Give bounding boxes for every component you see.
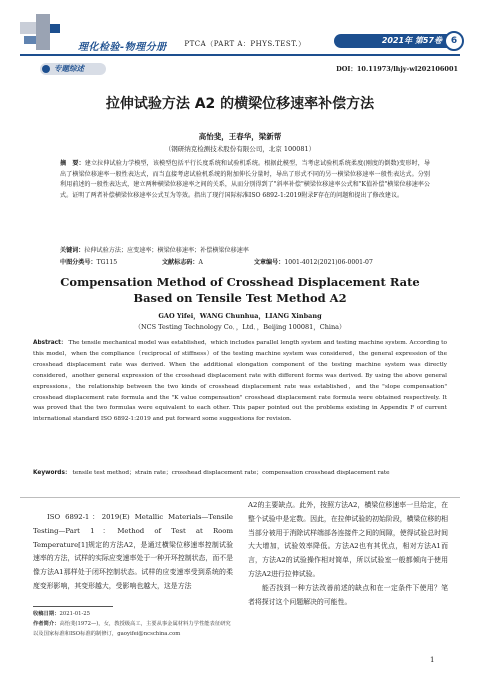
issue-number: 6 xyxy=(444,31,464,51)
keywords-en-label: Keywords： xyxy=(33,470,71,476)
article-no-value: 1001-4012(2021)06-0001-07 xyxy=(284,259,373,266)
abstract-en-label: Abstract： xyxy=(33,340,67,346)
header-rule xyxy=(20,54,460,56)
keywords-cn-text: 拉伸试验方法；应变速率；横梁位移速率；补偿横梁位移速率 xyxy=(84,247,249,254)
title-cn: 拉伸试验方法 A2 的横梁位移速率补偿方法 xyxy=(105,96,375,112)
doi: DOI：10.11973/lhjy-wl202106001 xyxy=(336,65,458,73)
doc-code-value: A xyxy=(198,259,203,266)
bullet-icon xyxy=(42,65,50,73)
author-bio-label: 作者简介： xyxy=(33,621,60,627)
abstract-cn-text: 建立拉伸试验力学模型，该模型包括平行长度系统和试验机系统。根据此模型，当考虑试验机系统柔度(刚度的倒数)变形时，导出了横梁位移速率一般性表达式，而当直接考虑试验机系统的附加伸长分量时，导出了形式不同的另一横梁位移速率一般性表达式。分别利用前述的一般性表达式，建立两种横梁位移速率之间的关系，从而分别得到了"斜率补偿"横梁位移速率公式和"K值补偿"横梁位移速率公式。证明了两者补偿横梁位移速率公式互为等效。指出了现行国际标准ISO 6892-1:2019附录F存在的问题和提出了修改建议。 xyxy=(60,160,430,199)
body-paragraph: ISO 6892-1：2019(E) Metallic Materials—Tensile Testing—Part 1：Method of Test at Room Temperature[1]规定的方法A2，是通过横梁位移速率控制试验速率的方法，试样的实际应变速率处于一种开环控制状态，而不是像方法A1那样处于闭环控制状态。试样的应变速率受到系统的柔度变形影响，其变形越大，受影响也越大，这是方法 xyxy=(33,513,233,590)
journal-logo xyxy=(20,14,72,50)
received-date: 2021-01-25 xyxy=(59,611,91,617)
doc-code-label: 文献标志码： xyxy=(161,259,199,266)
keywords-cn xyxy=(60,245,430,254)
body-paragraph: 能否找到一种方法改善前述的缺点和在一定条件下使用？笔者将探讨这个问题解决的可能性。 xyxy=(248,583,448,606)
column-badge-label: 专题综述 xyxy=(54,64,84,73)
page-number: 1 xyxy=(430,656,435,664)
keywords-en xyxy=(33,468,447,479)
issue-badge: 2021年 第57卷 xyxy=(334,34,460,48)
clc-label: 中图分类号： xyxy=(60,259,97,266)
abstract-cn-label: 摘 要： xyxy=(60,160,85,167)
classification-row xyxy=(60,257,430,266)
authors-en: GAO Yifei，WANG Chunhua，LIANG Xinbang xyxy=(158,312,322,320)
author-bio: 高怡斐(1972—)，女，教授级高工，主要从事金属材料力学性能表征研究以及国家标准和ISO标准的制修订，gaoyifei@ncschina.com xyxy=(33,621,231,637)
authors-cn: 高怡斐，王春华，梁新帮 xyxy=(198,132,282,141)
footnote-rule xyxy=(33,606,113,607)
affiliation-cn: （钢研纳克检测技术股份有限公司，北京 100081） xyxy=(164,145,316,153)
body-paragraph: A2的主要缺点。此外，按照方法A2，横梁位移速率一旦给定，在整个试验中是定数。因此，在拉伸试验的初始阶段，横梁位移的相当部分被用于消除试样端部各连接件之间的间隙，使得试验总时间大大增加，试验效率降低。方法A2也有其优点，相对方法A1而言，方法A2的试验操作相对简单，所以试验室一般都倾向于使用方法A2进行拉伸试验。 xyxy=(248,501,448,578)
article-no-label: 文章编号： xyxy=(253,259,285,266)
journal-title-en: PTCA（PART A：PHYS.TEST.） xyxy=(184,40,306,48)
received-label: 收稿日期： xyxy=(33,611,60,617)
clc-value: TG115 xyxy=(96,259,118,266)
footnote xyxy=(33,609,233,639)
body-column-right xyxy=(248,499,448,609)
keywords-cn-label: 关键词： xyxy=(60,247,85,254)
journal-title-cn: 理化检验-物理分册 xyxy=(78,42,167,53)
abstract-cn xyxy=(60,159,430,201)
affiliation-en: （NCS Testing Technology Co．，Ltd．，Beijing 100081，China） xyxy=(134,323,346,331)
body-column-left xyxy=(33,511,233,594)
abstract-en-text: The tensile mechanical model was established，which includes parallel length system and testing machine system. According to this model，when the compliance（reciprocal of stiffness）of the testing machine system was considered，the general expression of the crosshead displacement rate was derived. When the additional elongation component of the testing machine system was directly considered，another general expression of the crosshead displacement rate with different forms was derived. By using the above general expressions，the relationship between the two kinds of crosshead displacement rate was established，and the "slope compensation" crosshead displacement rate formula and the "K value compensation" crosshead displacement rate formula were obtained respectively. It was proved that the two formulas were equivalent to each other. This paper pointed out the problems existing in Appendix F of current international standard ISO 6892-1:2019 and put forward some suggestions for revision. xyxy=(33,340,448,423)
section-divider xyxy=(20,497,460,498)
keywords-en-text: tensile test method；strain rate；crosshead displacement rate；compensation crosshead displacement rate xyxy=(72,470,390,476)
abstract-en xyxy=(33,338,447,425)
title-en: Compensation Method of Crosshead Displacement Rate Based on Tensile Test Method A2 xyxy=(60,275,420,305)
